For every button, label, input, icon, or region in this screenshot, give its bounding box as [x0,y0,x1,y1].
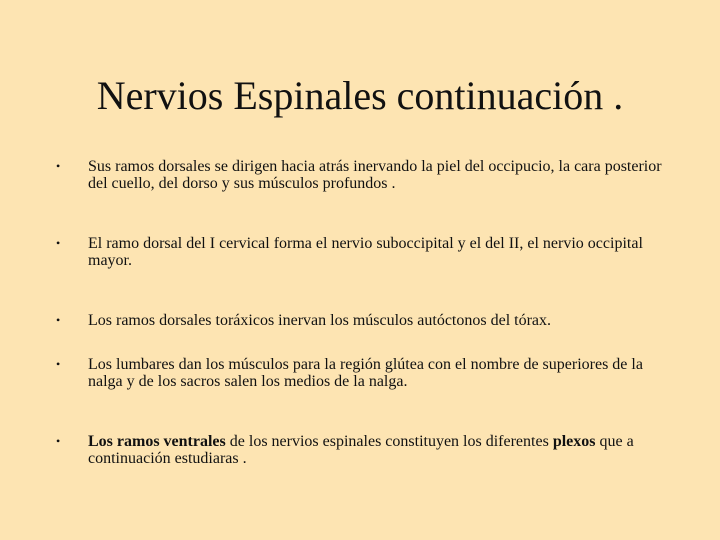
bullet-text: Sus ramos dorsales se dirigen hacia atrás inervando la piel del occipucio, la cara posterior del cuello, del dorso y sus músculos profundos . [88,158,662,192]
bullet-icon: • [56,313,61,327]
bullet-item-2 [56,235,666,269]
bullet-item-3 [56,312,666,329]
bullet-text [88,433,634,467]
bullet-icon: • [56,434,61,448]
bold-text: plexos [552,433,596,450]
bullet-list [56,158,666,510]
bullet-text: Los lumbares dan los músculos para la región glútea con el nombre de superiores de la nalga y de los sacros salen los medios de la nalga. [88,356,643,390]
bullet-icon: • [56,159,61,173]
bullet-item-4 [56,356,666,390]
bullet-text-part: que a continuación estudiaras . [88,433,634,467]
bullet-item-1 [56,158,666,192]
slide-title: Nervios Espinales continuación . [96,73,624,118]
bullet-icon: • [56,357,61,371]
bullet-icon: • [56,236,61,250]
bullet-item-5 [56,433,666,467]
bold-text: Los ramos ventrales [88,433,226,450]
bullet-text-part: de los nervios espinales constituyen los diferentes [225,433,553,450]
bullet-text: El ramo dorsal del I cervical forma el nervio suboccipital y el del II, el nervio occipital mayor. [88,235,643,269]
bullet-text: Los ramos dorsales toráxicos inervan los músculos autóctonos del tórax. [88,312,552,329]
